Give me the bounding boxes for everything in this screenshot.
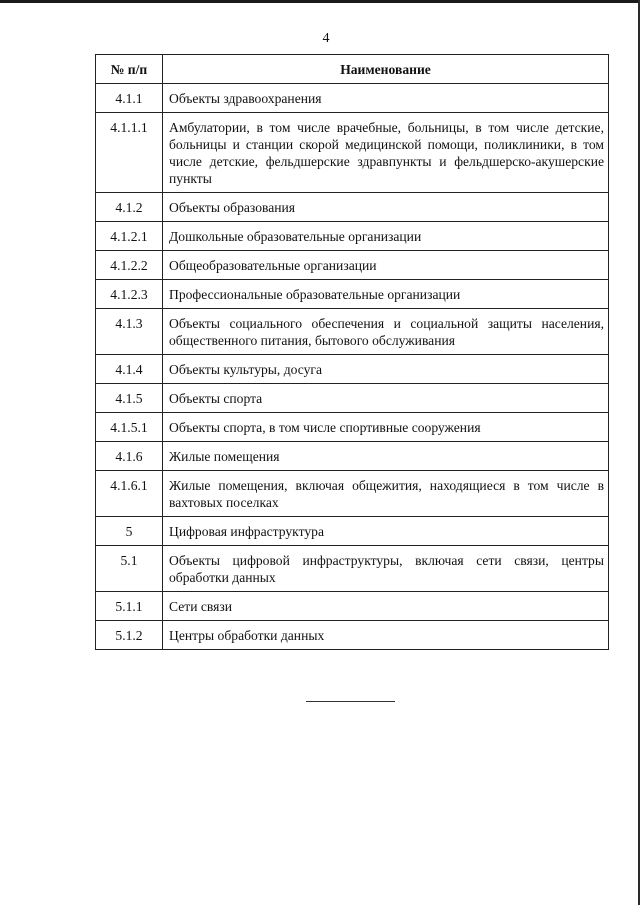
row-number: 4.1.1.1	[96, 113, 163, 193]
row-name: Жилые помещения	[163, 442, 609, 471]
row-name: Объекты здравоохранения	[163, 84, 609, 113]
header-name: Наименование	[163, 55, 609, 84]
row-number: 4.1.4	[96, 355, 163, 384]
row-name: Амбулатории, в том числе врачебные, больницы, в том числе детские, больницы и станции скорой медицинской помощи, поликлиники, в том числе детские, фельдшерские здравпункты и фельдшерско-акушерские пункты	[163, 113, 609, 193]
table-row	[96, 355, 609, 384]
table-row	[96, 442, 609, 471]
row-number: 5.1.1	[96, 592, 163, 621]
row-number: 4.1.2.2	[96, 251, 163, 280]
row-name: Объекты цифровой инфраструктуры, включая сети связи, центры обработки данных	[163, 546, 609, 592]
row-name: Центры обработки данных	[163, 621, 609, 650]
table-row	[96, 546, 609, 592]
page-number: 4	[322, 31, 330, 46]
row-number: 4.1.2	[96, 193, 163, 222]
table-row	[96, 471, 609, 517]
table-row	[96, 113, 609, 193]
table-header-row	[96, 55, 609, 84]
row-number: 4.1.3	[96, 309, 163, 355]
row-name: Цифровая инфраструктура	[163, 517, 609, 546]
row-number: 4.1.2.3	[96, 280, 163, 309]
table-row	[96, 517, 609, 546]
closing-divider-line	[306, 701, 395, 702]
row-number: 4.1.5.1	[96, 413, 163, 442]
row-name: Дошкольные образовательные организации	[163, 222, 609, 251]
row-name: Сети связи	[163, 592, 609, 621]
row-number: 4.1.5	[96, 384, 163, 413]
table-row	[96, 251, 609, 280]
table-row	[96, 592, 609, 621]
objects-table	[95, 54, 609, 650]
row-number: 5	[96, 517, 163, 546]
row-number: 4.1.1	[96, 84, 163, 113]
header-number: № п/п	[96, 55, 163, 84]
row-name: Профессиональные образовательные организации	[163, 280, 609, 309]
table-row	[96, 384, 609, 413]
row-number: 4.1.6	[96, 442, 163, 471]
row-number: 5.1.2	[96, 621, 163, 650]
row-name: Объекты образования	[163, 193, 609, 222]
row-name: Общеобразовательные организации	[163, 251, 609, 280]
row-name: Объекты социального обеспечения и социальной защиты населения, общественного питания, бытового обслуживания	[163, 309, 609, 355]
table-row	[96, 280, 609, 309]
row-number: 4.1.2.1	[96, 222, 163, 251]
table-row	[96, 413, 609, 442]
table-row	[96, 193, 609, 222]
table-row	[96, 309, 609, 355]
table-row	[96, 84, 609, 113]
scan-edge-top	[0, 0, 640, 3]
table-row	[96, 621, 609, 650]
row-number: 5.1	[96, 546, 163, 592]
row-name: Объекты спорта, в том числе спортивные сооружения	[163, 413, 609, 442]
table-row	[96, 222, 609, 251]
row-name: Объекты спорта	[163, 384, 609, 413]
row-number: 4.1.6.1	[96, 471, 163, 517]
row-name: Жилые помещения, включая общежития, находящиеся в том числе в вахтовых поселках	[163, 471, 609, 517]
row-name: Объекты культуры, досуга	[163, 355, 609, 384]
